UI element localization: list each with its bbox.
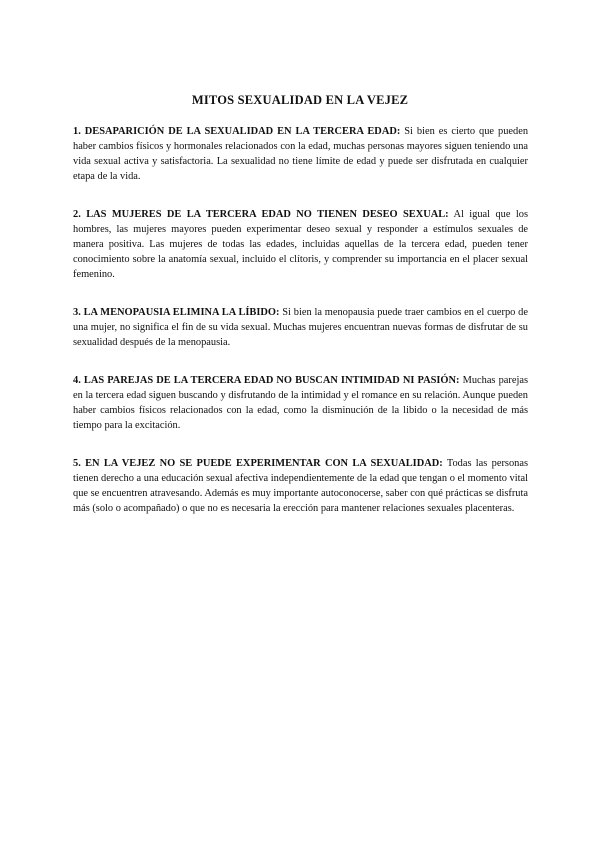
myth-heading: 1. DESAPARICIÓN DE LA SEXUALIDAD EN LA TERCERA EDAD: (73, 126, 401, 137)
myth-text: Si bien es cierto que pueden haber cambios físicos y hormonales relacionados con la edad, muchas personas mayores siguen teniendo una vida sexual activa y satisfactoria. La sexualidad no tiene límite de edad y puede ser disfrutada en cualquier etapa de la vida. (73, 126, 529, 182)
myth-section-3 (73, 305, 528, 350)
myth-heading: 2. LAS MUJERES DE LA TERCERA EDAD NO TIENEN DESEO SEXUAL: (73, 209, 449, 220)
myth-section-2 (73, 207, 528, 282)
document-title: MITOS SEXUALIDAD EN LA VEJEZ (191, 93, 409, 107)
myth-section-5 (73, 456, 528, 516)
myth-heading: 3. LA MENOPAUSIA ELIMINA LA LÍBIDO: (73, 307, 280, 318)
myth-text: Si bien la menopausia puede traer cambios en el cuerpo de una mujer, no significa el fin de su vida sexual. Muchas mujeres encuentran nuevas formas de disfrutar de su sexualidad después de la menopausia. (73, 307, 528, 348)
myth-section-4 (73, 373, 528, 433)
myth-heading: 4. LAS PAREJAS DE LA TERCERA EDAD NO BUSCAN INTIMIDAD NI PASIÓN: (73, 375, 460, 386)
myth-heading: 5. EN LA VEJEZ NO SE PUEDE EXPERIMENTAR CON LA SEXUALIDAD: (73, 458, 443, 469)
document-body (73, 124, 528, 539)
myth-text: Al igual que los hombres, las mujeres mayores pueden experimentar deseo sexual y responder a estímulos sexuales de manera positiva. Las mujeres de todas las edades, incluidas aquellas de la tercera edad, pueden tener conocimiento sobre la anatomía sexual, incluido el clítoris, y comprender su importancia en el placer sexual femenino. (73, 209, 528, 280)
myth-text: Todas las personas tienen derecho a una educación sexual afectiva independientemente de la edad que tengan o el momento vital que se encuentren atravesando. Además es muy importante autoconocerse, saber con qué prácticas se disfruta más (solo o acompañado) o que no es necesaria la erección para mantener relaciones sexuales placenteras. (73, 458, 528, 514)
myth-text: Muchas parejas en la tercera edad siguen buscando y disfrutando de la intimidad y el romance en su relación. Aunque pueden haber cambios físicos relacionados con la edad, como la disminución de la libido o la necesidad de más tiempo para la excitación. (73, 375, 528, 431)
myth-section-1 (73, 124, 528, 184)
